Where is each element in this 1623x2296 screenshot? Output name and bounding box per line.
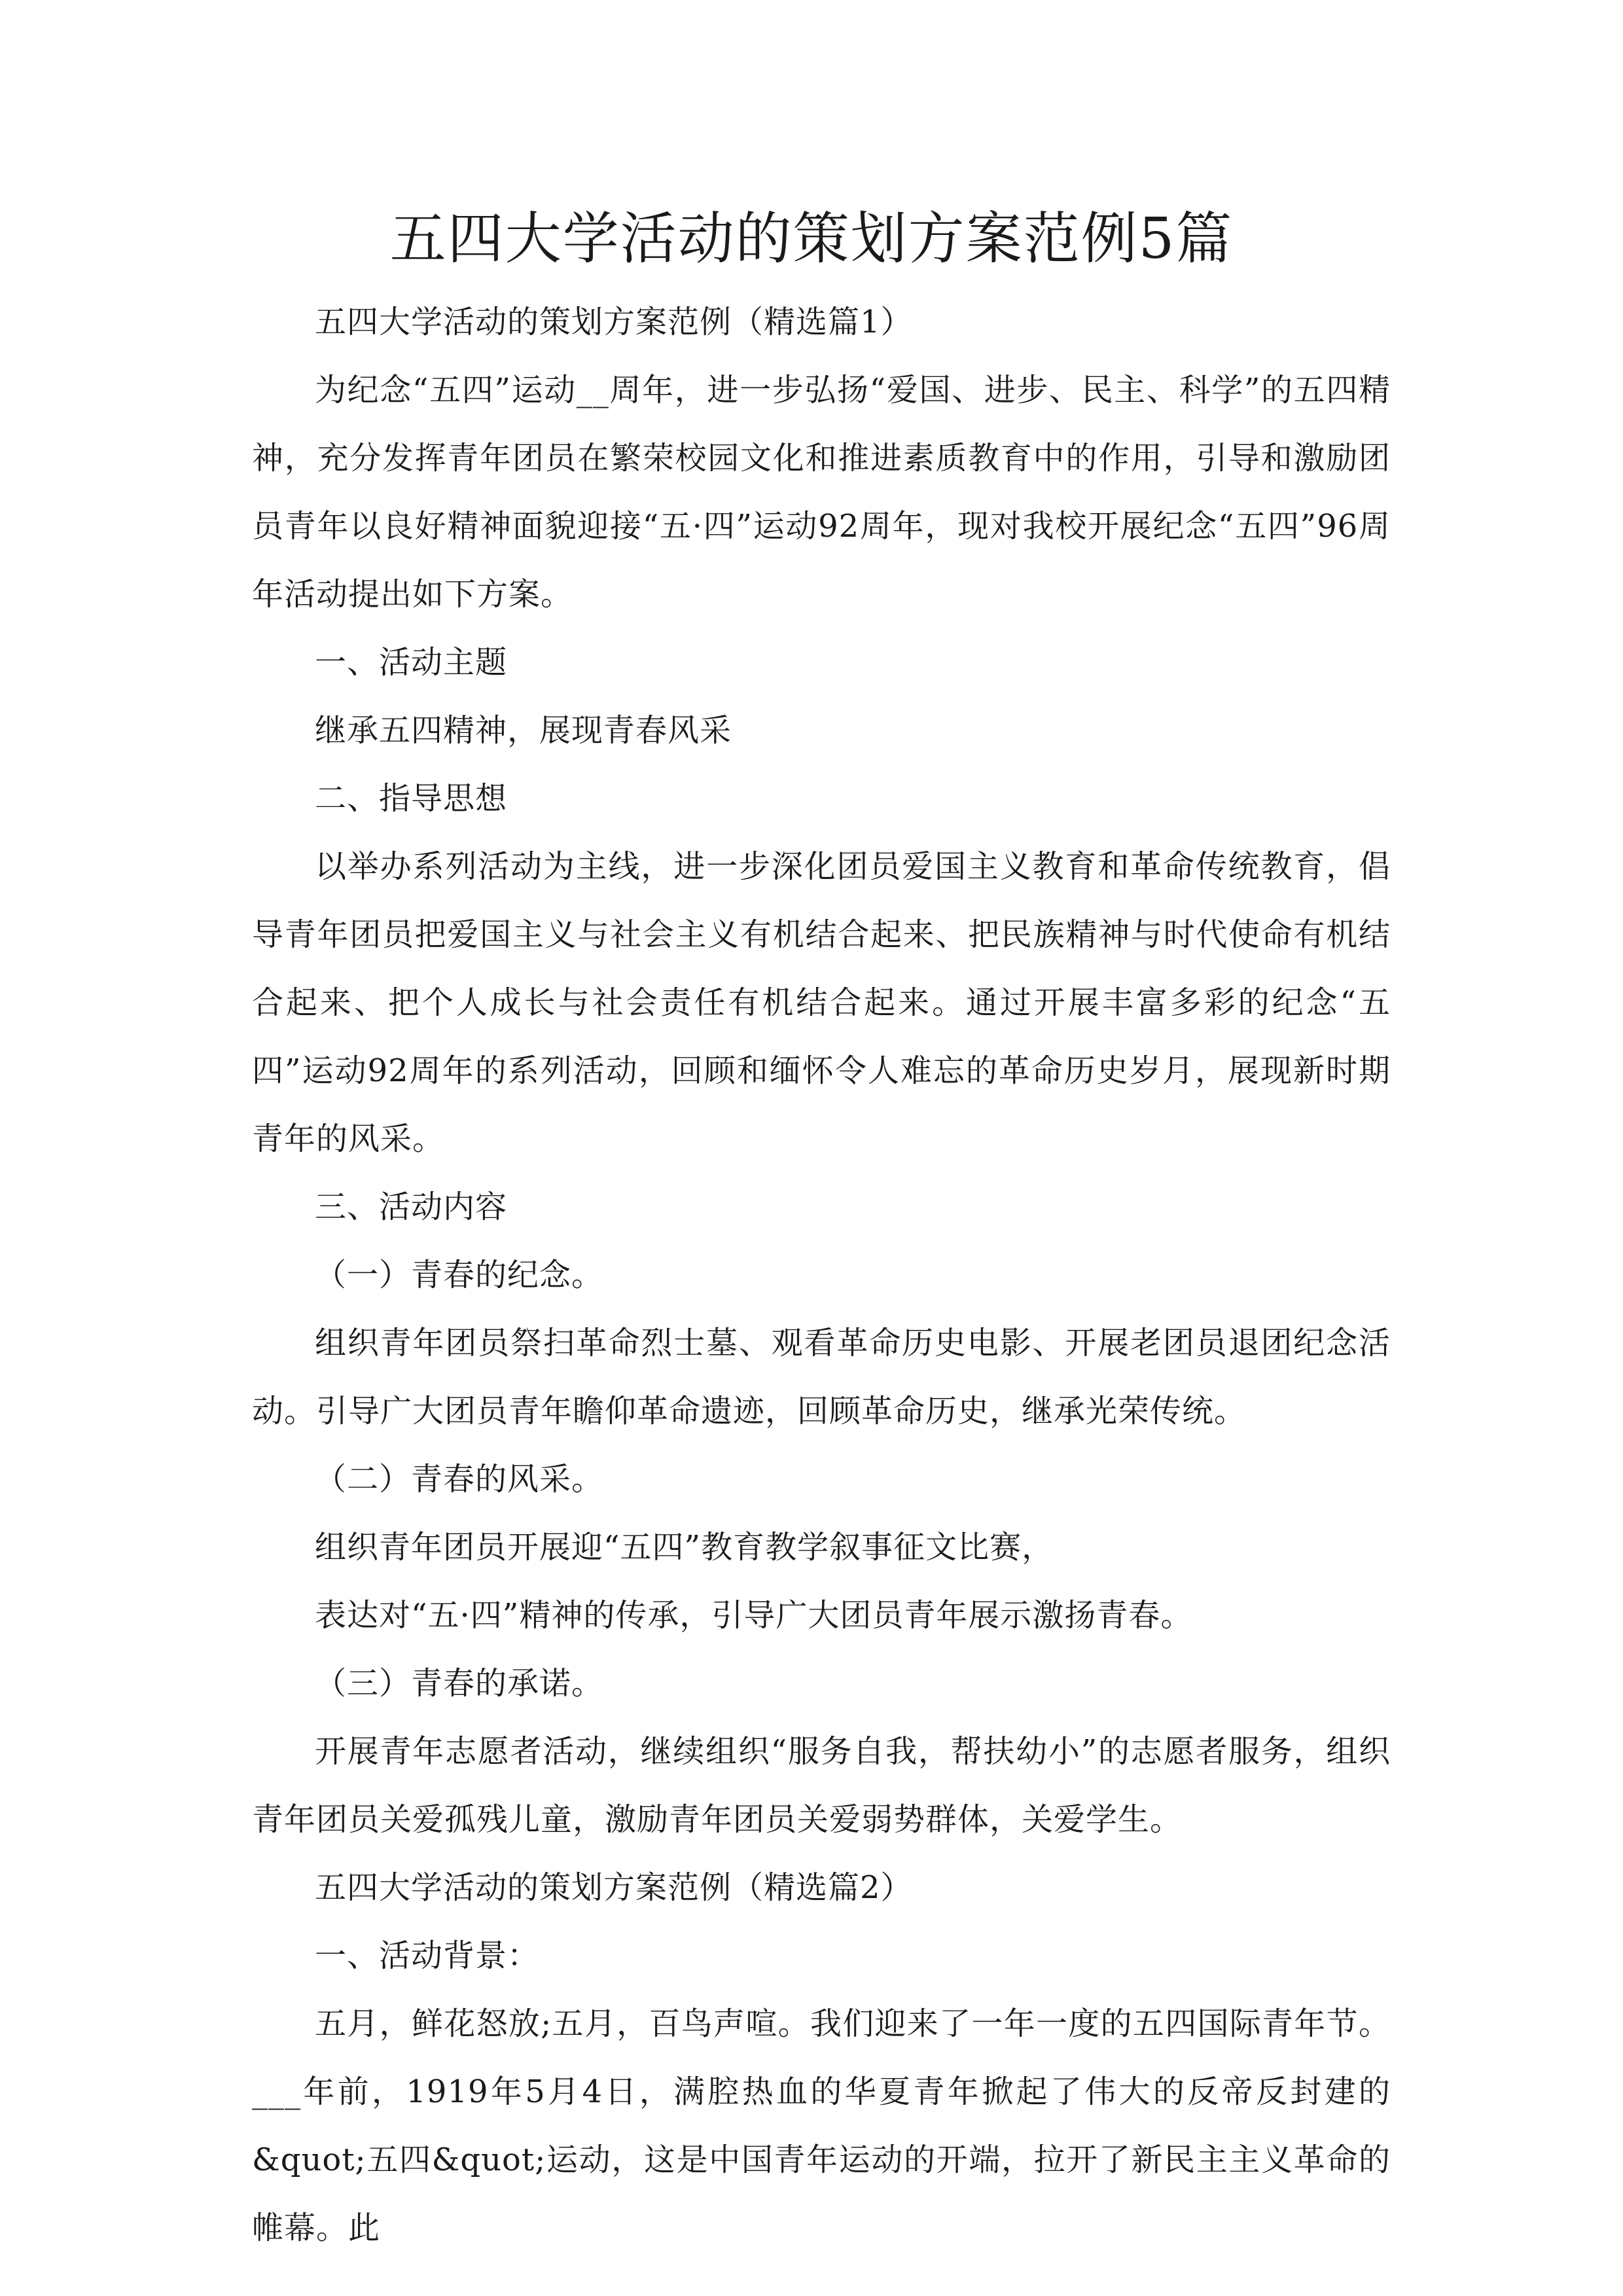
subheading-youth-style: （二）青春的风采。 [315, 1461, 604, 1498]
heading-guiding-thought: 二、指导思想 [315, 780, 508, 817]
document-body [252, 288, 1391, 2262]
heading-activity-content: 三、活动内容 [315, 1189, 508, 1225]
section-heading-1: 五四大学活动的策划方案范例（精选篇1） [315, 304, 913, 340]
heading-activity-theme: 一、活动主题 [315, 644, 508, 681]
activity-theme-text: 继承五四精神，展现青春风采 [315, 712, 732, 749]
subheading-youth-promise: （三）青春的承诺。 [315, 1665, 604, 1702]
youth-commemoration-text: 组织青年团员祭扫革命烈士墓、观看革命历史电影、开展老团员退团纪念活动。引导广大团员青年瞻仰革命遗迹，回顾革命历史，继承光荣传统。 [252, 1325, 1391, 1429]
youth-promise-text: 开展青年志愿者活动，继续组织“服务自我，帮扶幼小”的志愿者服务，组织青年团员关爱孤残儿童，激励青年团员关爱弱势群体，关爱学生。 [252, 1733, 1391, 1838]
intro-paragraph: 为纪念“五四”运动__周年，进一步弘扬“爱国、进步、民主、科学”的五四精神，充分发挥青年团员在繁荣校园文化和推进素质教育中的作用，引导和激励团员青年以良好精神面貌迎接“五·四”运动92周年，现对我校开展纪念“五四”96周年活动提出如下方案。 [252, 372, 1391, 613]
subheading-youth-commemoration: （一）青春的纪念。 [315, 1257, 604, 1293]
youth-style-text-2: 表达对“五·四”精神的传承，引导广大团员青年展示激扬青春。 [315, 1597, 1193, 1634]
youth-style-text-1: 组织青年团员开展迎“五四”教育教学叙事征文比赛， [315, 1529, 1054, 1566]
section-heading-2: 五四大学活动的策划方案范例（精选篇2） [315, 1869, 913, 1906]
guiding-thought-text: 以举办系列活动为主线，进一步深化团员爱国主义教育和革命传统教育，倡导青年团员把爱国主义与社会主义有机结合起来、把民族精神与时代使命有机结合起来、把个人成长与社会责任有机结合起来。通过开展丰富多彩的纪念“五四”运动92周年的系列活动，回顾和缅怀令人难忘的革命历史岁月，展现新时期青年的风采。 [252, 848, 1391, 1157]
heading-activity-background: 一、活动背景： [315, 1937, 540, 1974]
document-title: 五四大学活动的策划方案范例5篇 [389, 206, 1234, 272]
activity-background-text: 五月，鲜花怒放;五月，百鸟声喧。我们迎来了一年一度的五四国际青年节。___年前，1919年5月4日，满腔热血的华夏青年掀起了伟大的反帝反封建的&quot;五四&quot;运动，这是中国青年运动的开端，拉开了新民主主义革命的帷幕。此 [252, 2005, 1391, 2246]
